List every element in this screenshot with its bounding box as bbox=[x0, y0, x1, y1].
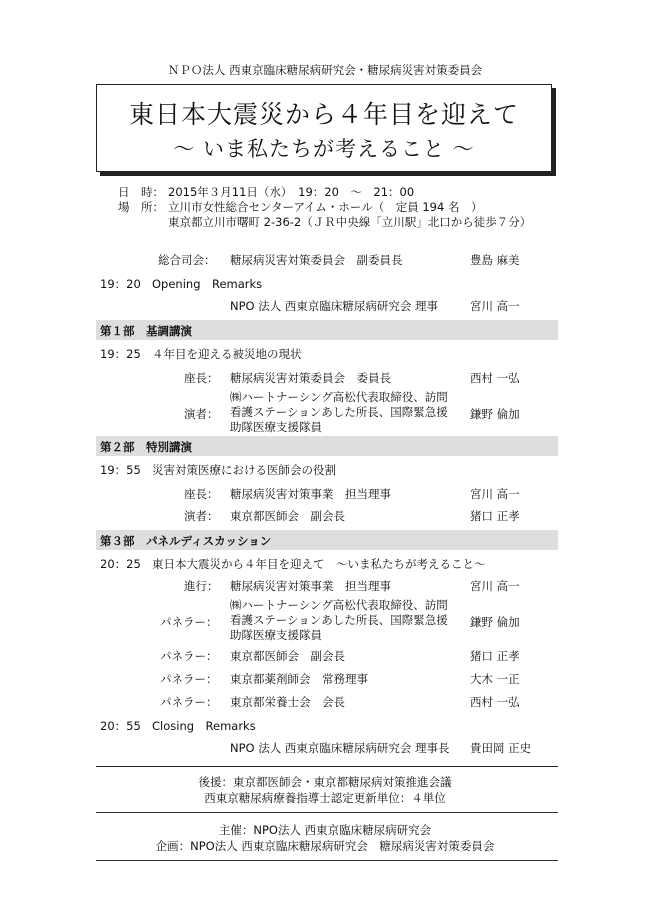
part2-chair-name: 宮川 高一 bbox=[470, 487, 520, 501]
part2-chair-role: 座長： bbox=[184, 487, 219, 501]
panelist1-affiliation bbox=[230, 598, 448, 643]
panelist1-affiliation-line3: 助隊医療支援隊員 bbox=[230, 628, 322, 642]
title-box bbox=[96, 84, 552, 172]
panelist3-name: 大木 一正 bbox=[470, 672, 520, 686]
part3-heading: 第３部 パネルディスカッション bbox=[100, 534, 272, 548]
venue-label: 場 所： bbox=[118, 200, 164, 214]
mc-role: 総合司会： bbox=[158, 253, 216, 267]
part1-topic: ４年目を迎える被災地の現状 bbox=[152, 347, 302, 361]
part2-speaker-role: 演者： bbox=[184, 509, 219, 523]
closing-time: 20：55 bbox=[100, 719, 141, 733]
main-title: 東日本大震災から４年目を迎えて bbox=[128, 100, 519, 129]
panelist2-name: 猪口 正孝 bbox=[470, 649, 520, 663]
part2-heading: 第２部 特別講演 bbox=[100, 440, 192, 454]
panelist1-affiliation-line1: ㈱ハートナーシング高松代表取締役、訪問 bbox=[230, 598, 448, 612]
organizer-line: ＮＰＯ法人 西東京臨床糖尿病研究会・糖尿病災害対策委員会 bbox=[167, 63, 483, 77]
venue-value: 立川市女性総合センターアイム・ホール（ 定員 194 名 ） bbox=[168, 200, 483, 214]
panelist3-role: パネラー： bbox=[160, 672, 218, 686]
credit-line: 西東京糖尿病療養指導士認定更新単位：４単位 bbox=[204, 791, 446, 805]
part3-heading-band bbox=[96, 530, 558, 550]
mc-affiliation: 糖尿病災害対策委員会 副委員長 bbox=[230, 253, 403, 267]
panelist3-affiliation: 東京都薬剤師会 常務理事 bbox=[230, 672, 368, 686]
part3-moderator-name: 宮川 高一 bbox=[470, 579, 520, 593]
part2-topic: 災害対策医療における医師会の役割 bbox=[152, 463, 336, 477]
panelist4-affiliation: 東京都栄養士会 会長 bbox=[230, 695, 345, 709]
part1-speaker-affiliation-line2: 看護ステーションあした所長、国際緊急援 bbox=[230, 405, 448, 419]
part1-heading-band bbox=[96, 320, 558, 340]
opening-affiliation: NPO 法人 西東京臨床糖尿病研究会 理事 bbox=[230, 299, 439, 313]
part1-speaker-affiliation bbox=[230, 390, 448, 435]
panelist1-name: 鎌野 倫加 bbox=[470, 615, 520, 629]
part2-speaker-name: 猪口 正孝 bbox=[470, 509, 520, 523]
part3-moderator-affiliation: 糖尿病災害対策事業 担当理事 bbox=[230, 579, 391, 593]
venue-address: 東京都立川市曙町 2-36-2（ＪＲ中央線「立川駅」北口から徒歩７分） bbox=[168, 215, 532, 229]
mc-name: 豊島 麻美 bbox=[470, 253, 520, 267]
panelist2-affiliation: 東京都医師会 副会長 bbox=[230, 649, 345, 663]
part1-time: 19：25 bbox=[100, 347, 141, 361]
part2-chair-affiliation: 糖尿病災害対策事業 担当理事 bbox=[230, 487, 391, 501]
part3-topic: 東日本大震災から４年目を迎えて ～いま私たちが考えること～ bbox=[152, 557, 486, 571]
panelist4-name: 西村 一弘 bbox=[470, 695, 520, 709]
part1-speaker-name: 鎌野 倫加 bbox=[470, 407, 520, 421]
part1-heading: 第１部 基調講演 bbox=[100, 324, 192, 338]
part3-moderator-role: 進行： bbox=[184, 579, 219, 593]
panelist4-role: パネラー： bbox=[160, 695, 218, 709]
part2-heading-band bbox=[96, 436, 558, 456]
closing-title: Closing Remarks bbox=[152, 719, 256, 733]
footer-rule-middle bbox=[96, 812, 558, 813]
host-line: 主催：NPO法人 西東京臨床糖尿病研究会 bbox=[218, 823, 432, 837]
panelist1-role: パネラー： bbox=[160, 615, 218, 629]
sub-title: ～ いま私たちが考えること ～ bbox=[173, 137, 475, 161]
footer-rule-top bbox=[96, 766, 558, 767]
support-line: 後援：東京都医師会・東京都糖尿病対策推進会議 bbox=[198, 775, 452, 789]
opening-time: 19：20 bbox=[100, 277, 141, 291]
part1-speaker-affiliation-line1: ㈱ハートナーシング高松代表取締役、訪問 bbox=[230, 390, 448, 404]
panelist1-affiliation-line2: 看護ステーションあした所長、国際緊急援 bbox=[230, 613, 448, 627]
part1-chair-name: 西村 一弘 bbox=[470, 371, 520, 385]
closing-affiliation: NPO 法人 西東京臨床糖尿病研究会 理事長 bbox=[230, 741, 450, 755]
part3-time: 20：25 bbox=[100, 557, 141, 571]
part2-speaker-affiliation: 東京都医師会 副会長 bbox=[230, 509, 345, 523]
opening-title: Opening Remarks bbox=[152, 277, 263, 291]
planning-line: 企画：NPO法人 西東京臨床糖尿病研究会 糖尿病災害対策委員会 bbox=[155, 839, 495, 853]
part2-time: 19：55 bbox=[100, 463, 141, 477]
panelist2-role: パネラー： bbox=[160, 649, 218, 663]
part1-speaker-affiliation-line3: 助隊医療支援隊員 bbox=[230, 420, 322, 434]
opening-name: 宮川 高一 bbox=[470, 299, 520, 313]
part1-chair-role: 座長： bbox=[184, 371, 219, 385]
closing-name: 貴田岡 正史 bbox=[470, 741, 532, 755]
footer-rule-bottom bbox=[96, 860, 558, 861]
part1-chair-affiliation: 糖尿病災害対策委員会 委員長 bbox=[230, 371, 391, 385]
date-label: 日 時： bbox=[118, 185, 164, 199]
date-value: 2015年３月11日（水） 19：20 ～ 21：00 bbox=[168, 185, 415, 199]
part1-speaker-role: 演者： bbox=[184, 407, 219, 421]
